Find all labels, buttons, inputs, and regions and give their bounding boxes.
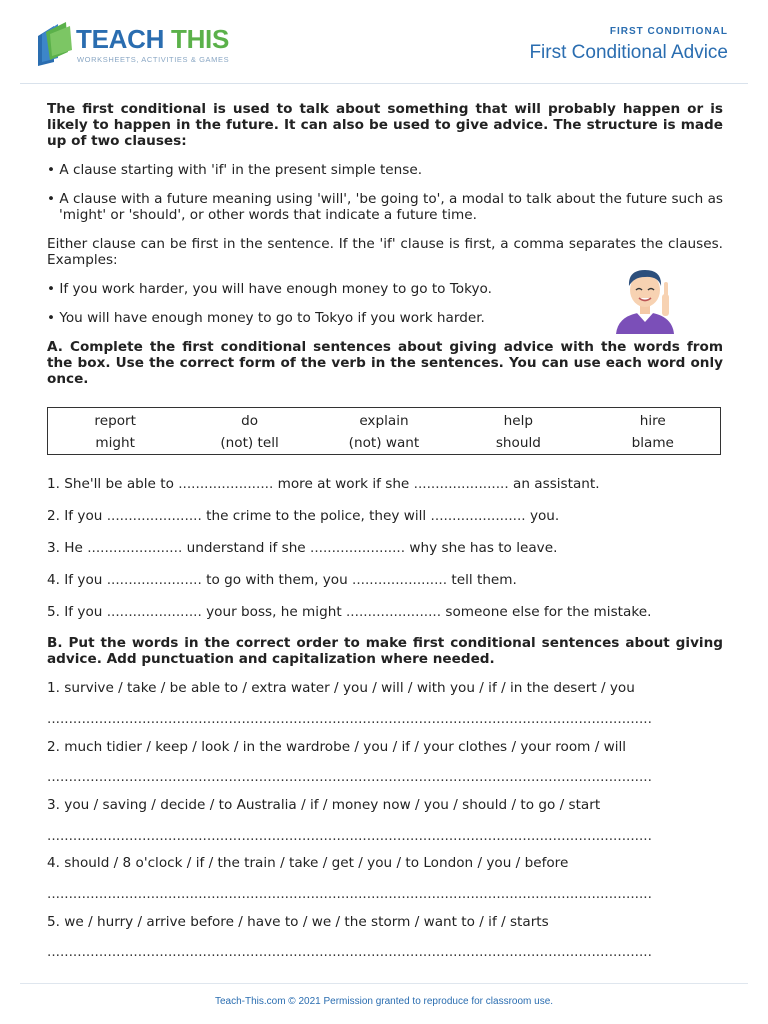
answer-gap[interactable]: ...................... [430,508,526,524]
example-bullet: • If you work harder, you will have enough money to go to Tokyo. [47,281,492,297]
answer-line[interactable]: ............................................................................................................................................ [47,886,652,902]
section-a-instruction: A. Complete the first conditional sentences about giving advice with the words from the box. Use the correct form of the verb in the sentences. You can use each word only once. [47,339,723,387]
intro-bullet: • A clause starting with 'if' in the present simple tense. [47,162,423,178]
answer-gap[interactable]: ...................... [345,604,442,620]
answer-gap[interactable]: ...................... [87,540,183,556]
exercise-a-item: 5. If you ...................... your boss, he might ...................... someone else for the mistake. [47,604,652,620]
either-paragraph: Either clause can be first in the sentence. If the 'if' clause is first, a comma separates the clauses. Examples: [47,236,723,268]
answer-line[interactable]: ............................................................................................................................................ [47,711,652,727]
footer-divider [20,983,748,984]
answer-gap[interactable]: ...................... [106,572,202,588]
exercise-b-prompt: 1. survive / take / be able to / extra water / you / will / with you / if / in the desert / you [47,680,635,696]
answer-line[interactable]: ............................................................................................................................................ [47,944,652,960]
intro-paragraph: The first conditional is used to talk about something that will probably happen or is likely to happen in the future. It can also be used to give advice. The structure is made up of two clauses: [47,101,723,149]
answer-gap[interactable]: ...................... [106,604,202,620]
logo-wordmark: TEACH THIS [76,24,230,54]
answer-gap[interactable]: ...................... [352,572,448,588]
answer-line[interactable]: ............................................................................................................................................ [47,769,652,785]
header-divider [20,83,748,84]
logo-tagline: WORKSHEETS, ACTIVITIES & GAMES [77,55,230,64]
intro-bullet: • A clause with a future meaning using 'will', 'be going to', a modal to talk about the future such as 'might' or 'should', or other words that indicate a future time. [47,191,723,223]
exercise-b-prompt: 5. we / hurry / arrive before / have to / we / the storm / want to / if / starts [47,914,549,930]
word-box-word: (not) want [348,435,420,451]
topic-label: FIRST CONDITIONAL [609,26,728,37]
page-title: First Conditional Advice [529,42,728,63]
word-box-word: report [94,413,136,429]
teach-this-logo[interactable] [36,22,230,70]
section-b-instruction: B. Put the words in the correct order to make first conditional sentences about giving advice. Add punctuation and capitalization where needed. [47,635,723,667]
intro-section [47,101,723,387]
answer-gap[interactable]: ...................... [178,476,274,492]
word-box-row [48,432,720,454]
answer-gap[interactable]: ...................... [106,508,202,524]
exercise-a-item: 3. He ...................... understand if she ...................... why she has to leave. [47,540,558,556]
exercise-b-prompt: 3. you / saving / decide / to Australia / if / money now / you / should / to go / start [47,797,601,813]
answer-gap[interactable]: ...................... [310,540,406,556]
word-box-word: blame [631,435,674,451]
word-box-row [48,410,720,432]
exercise-b-prompt: 4. should / 8 o'clock / if / the train / take / get / you / to London / you / before [47,855,569,871]
example-bullet: • You will have enough money to go to Tokyo if you work harder. [47,310,485,326]
answer-line[interactable]: ............................................................................................................................................ [47,828,652,844]
page-header [0,0,768,82]
exercise-a-item: 1. She'll be able to ...................... more at work if she ...................... an assistant. [47,476,600,492]
word-box-word: hire [639,413,666,429]
exercise-a-item: 4. If you ...................... to go with them, you ...................... tell them. [47,572,517,588]
word-box-word: help [503,413,534,429]
exercise-a-item: 2. If you ...................... the crime to the police, they will ...................... you. [47,508,560,524]
word-box-word: explain [359,413,409,429]
book-logo-icon [36,22,74,66]
answer-gap[interactable]: ...................... [413,476,509,492]
worksheet-heading [529,26,728,64]
word-box-word: do [241,413,259,429]
word-box-word: (not) tell [220,435,279,451]
word-box-word: might [95,435,135,451]
exercise-b-prompt: 2. much tidier / keep / look / in the wardrobe / you / if / your clothes / your room / will [47,739,627,755]
thinking-man-illustration [612,264,678,334]
copyright-footer: Teach-This.com © 2021 Permission granted to reproduce for classroom use. [214,996,554,1007]
word-box-word: should [495,435,541,451]
word-box [47,407,721,455]
